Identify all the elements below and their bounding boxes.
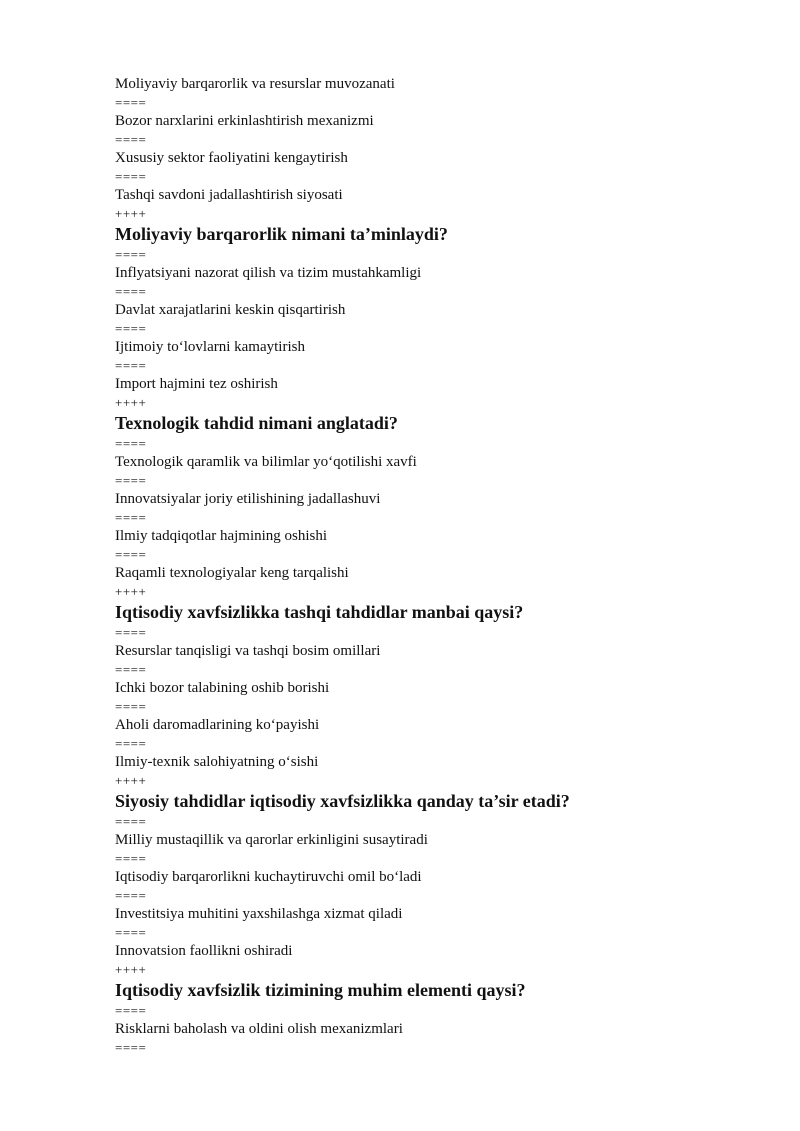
separator-marker: ==== [115,132,147,147]
answer-option: Tashqi savdoni jadallashtirish siyosati [115,187,343,203]
separator-marker: ==== [115,814,147,829]
answer-option: Aholi daromadlarining ko‘payishi [115,717,320,733]
question-text: Moliyaviy barqarorlik nimani ta’minlaydi? [115,224,448,244]
separator-marker: ==== [115,436,147,451]
answer-option: Ichki bozor talabining oshib borishi [115,680,330,696]
separator-marker: ==== [115,888,147,903]
question-text: Iqtisodiy xavfsizlikka tashqi tahdidlar manbai qaysi? [115,602,524,622]
separator-marker: ==== [115,473,147,488]
answer-option: Bozor narxlarini erkinlashtirish mexanizmi [115,113,374,129]
separator-marker: ==== [115,1003,147,1018]
answer-option: Milliy mustaqillik va qarorlar erkinligini susaytiradi [115,832,428,848]
answer-option: Ilmiy-texnik salohiyatning o‘sishi [115,754,319,770]
question-list [115,75,740,1057]
separator-marker: ==== [115,547,147,562]
answer-option: Xususiy sektor faoliyatini kengaytirish [115,150,348,166]
separator-marker: ++++ [115,962,147,977]
separator-marker: ==== [115,510,147,525]
question-text: Texnologik tahdid nimani anglatadi? [115,413,398,433]
separator-marker: ==== [115,358,147,373]
separator-marker: ==== [115,1040,147,1055]
answer-option: Import hajmini tez oshirish [115,376,278,392]
answer-option: Inflyatsiyani nazorat qilish va tizim mustahkamligi [115,265,422,281]
separator-marker: ++++ [115,206,147,221]
separator-marker: ==== [115,699,147,714]
answer-option: Ilmiy tadqiqotlar hajmining oshishi [115,528,328,544]
separator-marker: ==== [115,95,147,110]
answer-option: Risklarni baholash va oldini olish mexanizmlari [115,1021,403,1037]
separator-marker: ==== [115,284,147,299]
separator-marker: ==== [115,736,147,751]
answer-option: Innovatsion faollikni oshiradi [115,943,293,959]
separator-marker: ++++ [115,773,147,788]
answer-option: Moliyaviy barqarorlik va resurslar muvozanati [115,76,395,92]
separator-marker: ++++ [115,584,147,599]
separator-marker: ==== [115,662,147,677]
separator-marker: ++++ [115,395,147,410]
separator-marker: ==== [115,925,147,940]
question-text: Iqtisodiy xavfsizlik tizimining muhim elementi qaysi? [115,980,526,1000]
question-text: Siyosiy tahdidlar iqtisodiy xavfsizlikka qanday ta’sir etadi? [115,791,570,811]
answer-option: Investitsiya muhitini yaxshilashga xizmat qiladi [115,906,403,922]
answer-option: Innovatsiyalar joriy etilishining jadallashuvi [115,491,381,507]
separator-marker: ==== [115,247,147,262]
separator-marker: ==== [115,169,147,184]
answer-option: Iqtisodiy barqarorlikni kuchaytiruvchi omil bo‘ladi [115,869,422,885]
answer-option: Texnologik qaramlik va bilimlar yo‘qotilishi xavfi [115,454,417,470]
answer-option: Davlat xarajatlarini keskin qisqartirish [115,302,346,318]
separator-marker: ==== [115,851,147,866]
answer-option: Raqamli texnologiyalar keng tarqalishi [115,565,349,581]
answer-option: Ijtimoiy to‘lovlarni kamaytirish [115,339,305,355]
answer-option: Resurslar tanqisligi va tashqi bosim omillari [115,643,381,659]
separator-marker: ==== [115,625,147,640]
separator-marker: ==== [115,321,147,336]
